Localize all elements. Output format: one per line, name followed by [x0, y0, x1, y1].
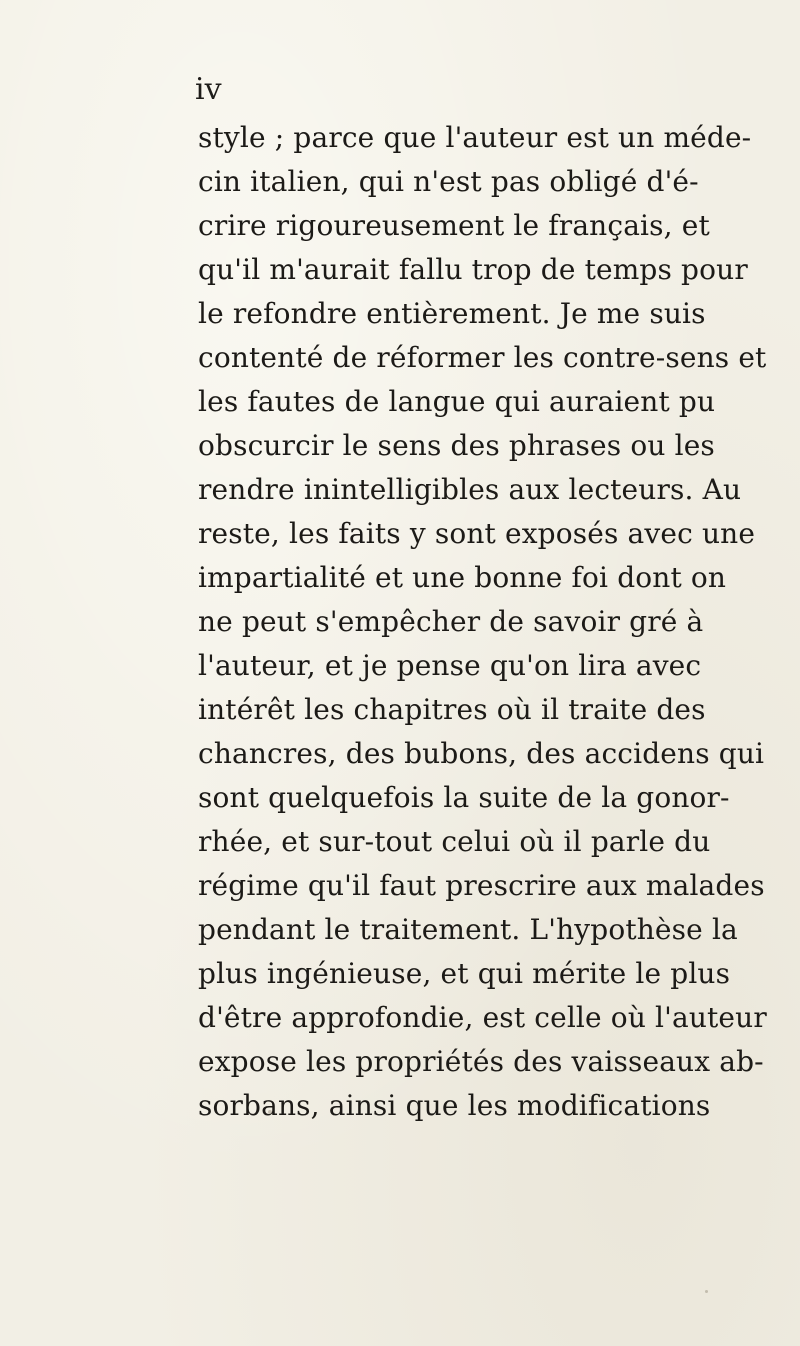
text-line: contenté de réformer les contre-sens et — [198, 341, 767, 374]
text-line: rendre inintelligibles aux lecteurs. Au — [198, 473, 742, 506]
text-line: reste, les faits y sont exposés avec une — [198, 517, 756, 550]
text-line: qu'il m'aurait fallu trop de temps pour — [198, 253, 748, 286]
text-line: les fautes de langue qui auraient pu — [198, 385, 716, 418]
text-line: l'auteur, et je pense qu'on lira avec — [198, 649, 702, 682]
text-line: cin italien, qui n'est pas obligé d'é- — [198, 165, 699, 198]
text-line: sorbans, ainsi que les modifications — [198, 1089, 711, 1122]
text-line: sont quelquefois la suite de la gonor- — [198, 781, 730, 814]
text-line: crire rigoureusement le français, et — [198, 209, 710, 242]
text-line: expose les propriétés des vaisseaux ab- — [198, 1045, 764, 1078]
text-line: style ; parce que l'auteur est un méde- — [198, 121, 752, 154]
text-line: obscurcir le sens des phrases ou les — [198, 429, 715, 462]
text-line: d'être approfondie, est celle où l'auteur — [198, 1001, 767, 1034]
text-line: chancres, des bubons, des accidens qui — [198, 737, 765, 770]
body-text — [198, 116, 800, 1128]
page-number: iv — [195, 72, 222, 107]
paper-speck — [268, 1110, 272, 1114]
text-line: ne peut s'empêcher de savoir gré à — [198, 605, 704, 638]
paper-speck — [705, 1290, 708, 1293]
text-line: rhée, et sur-tout celui où il parle du — [198, 825, 711, 858]
text-line: le refondre entièrement. Je me suis — [198, 297, 706, 330]
text-line: régime qu'il faut prescrire aux malades — [198, 869, 765, 902]
text-line: intérêt les chapitres où il traite des — [198, 693, 706, 726]
text-line: pendant le traitement. L'hypothèse la — [198, 913, 738, 946]
text-line: impartialité et une bonne foi dont on — [198, 561, 727, 594]
text-line: plus ingénieuse, et qui mérite le plus — [198, 957, 731, 990]
